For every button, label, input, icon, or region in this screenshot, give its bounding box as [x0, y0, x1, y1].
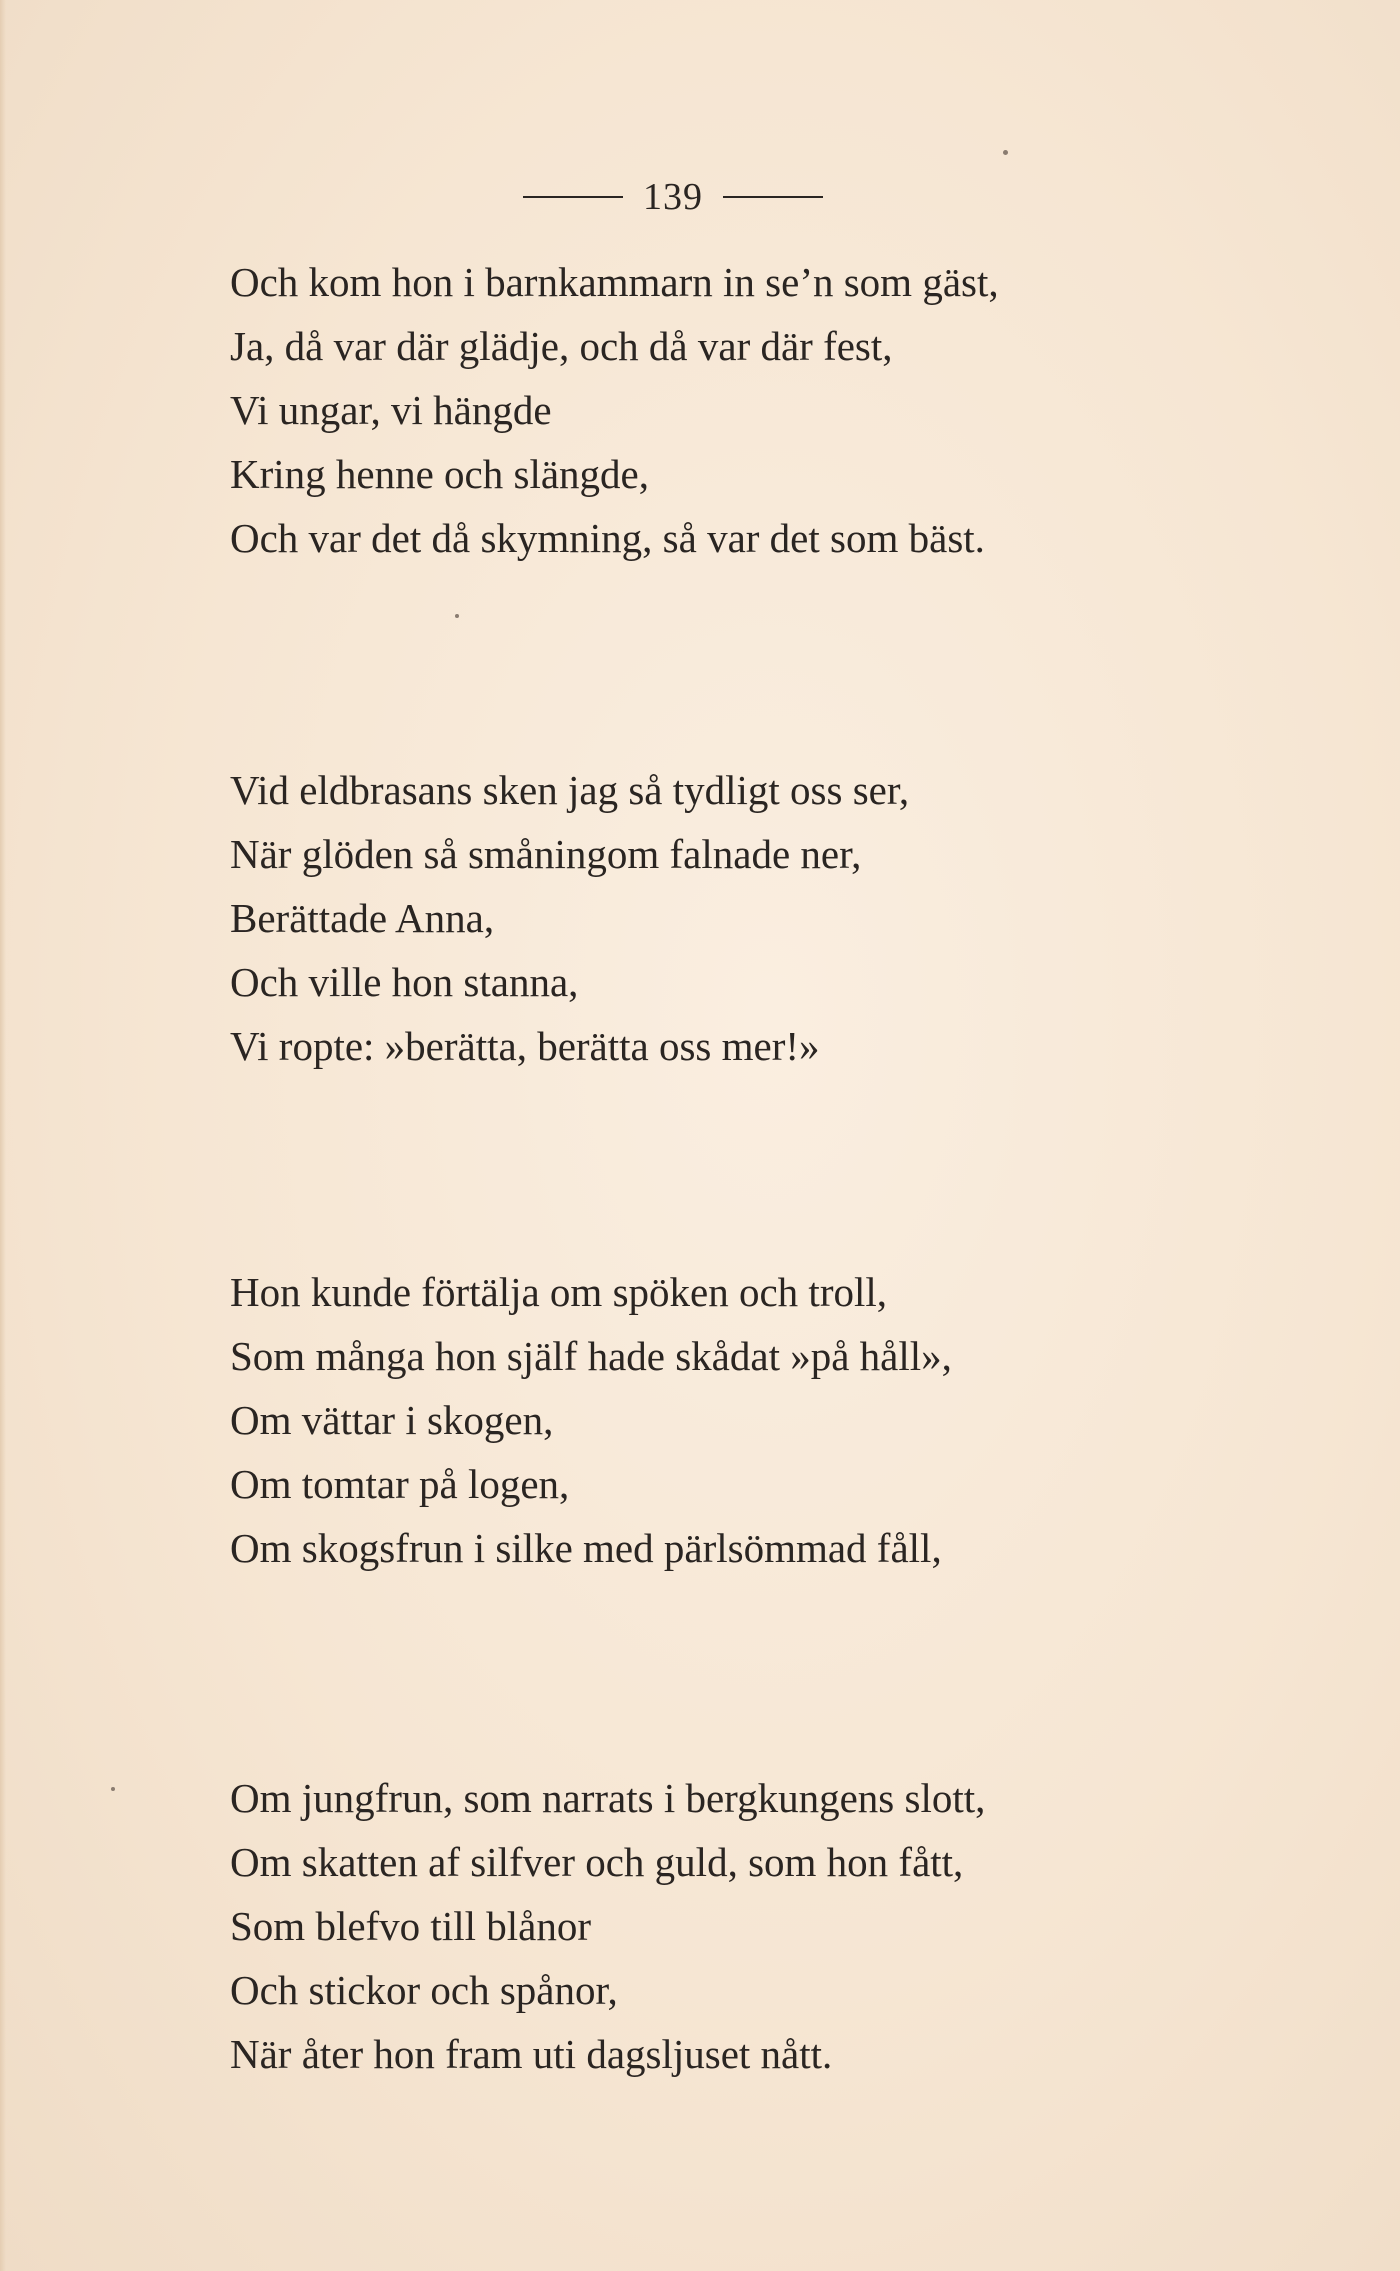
- verse-line: Och ville hon stanna,: [230, 959, 579, 1005]
- ink-speck: [455, 614, 459, 618]
- ink-speck: [1003, 150, 1008, 155]
- verse-line: Som blefvo till blånor: [230, 1903, 591, 1949]
- verse-line: Hon kunde förtälja om spöken och troll,: [230, 1269, 888, 1315]
- verse-line: Ja, då var där glädje, och då var där fest,: [230, 323, 893, 369]
- verse-line: Om skogsfrun i silke med pärlsömmad fåll,: [230, 1525, 942, 1571]
- verse-line: När åter hon fram uti dagsljuset nått.: [230, 2031, 833, 2077]
- ink-speck: [111, 1787, 115, 1791]
- header-dash-left: [523, 196, 623, 198]
- verse-line: Som många hon själf hade skådat »på håll»,: [230, 1333, 952, 1379]
- header-dash-right: [723, 196, 823, 198]
- verse-line: Och kom hon i barnkammarn in se’n som gäst,: [230, 259, 999, 305]
- verse-line: Vi ropte: »berätta, berätta oss mer!»: [230, 1023, 820, 1069]
- verse-line: Om tomtar på logen,: [230, 1461, 570, 1507]
- verse-line: När glöden så småningom falnade ner,: [230, 831, 862, 877]
- verse-line: Vi ungar, vi hängde: [230, 387, 552, 433]
- page-edge-shadow: [0, 0, 6, 2271]
- verse-line: Berättade Anna,: [230, 895, 495, 941]
- verse-line: Och var det då skymning, så var det som bäst.: [230, 515, 985, 561]
- page-number: 139: [643, 176, 703, 218]
- verse-line: Vid eldbrasans sken jag så tydligt oss ser,: [230, 767, 910, 813]
- verse-line: Om skatten af silfver och guld, som hon fått,: [230, 1839, 964, 1885]
- verse-line: Om vättar i skogen,: [230, 1397, 554, 1443]
- verse-line: Kring henne och slängde,: [230, 451, 649, 497]
- verse-line: Och stickor och spånor,: [230, 1967, 618, 2013]
- stanza-1: [230, 250, 1290, 570]
- verse-line: Om jungfrun, som narrats i bergkungens slott,: [230, 1775, 986, 1821]
- stanza-3: [230, 1260, 1290, 1580]
- stanza-4: [230, 1766, 1290, 2086]
- stanza-2: [230, 758, 1290, 1078]
- page-header: [523, 172, 823, 222]
